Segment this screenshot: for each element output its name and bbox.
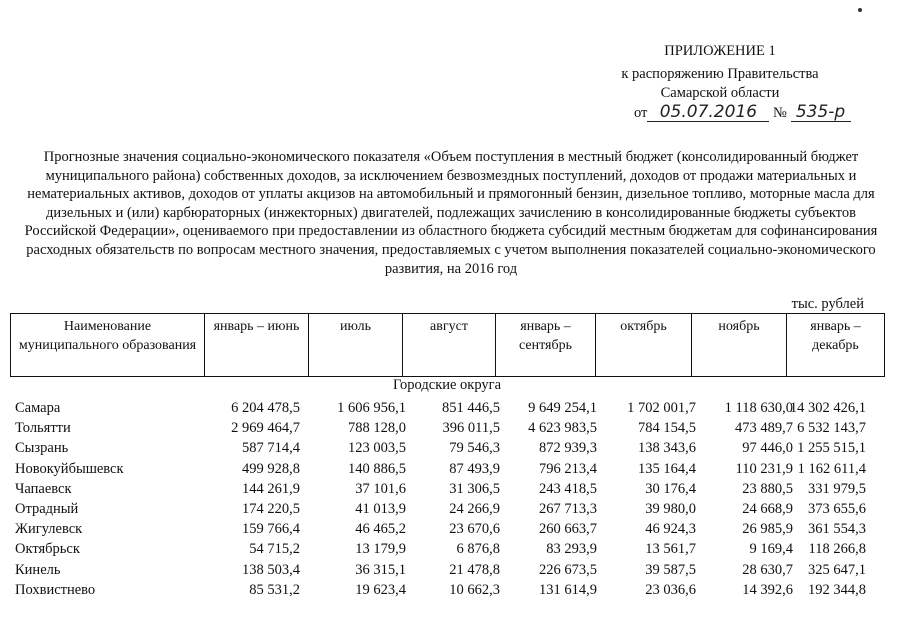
cell-aug: 23 670,6 bbox=[449, 521, 500, 538]
document-title: Прогнозные значения социально-экономического показателя «Объем поступления в местный бюджет (консолидированный бюджет муниципального района) собственных доходов, за исключением безвозмездных поступлений, доходов от продажи материальных и нематериальных активов, доходов от уплаты акцизов на автомобильный и прямогонный бензин, дизельное топливо, моторные масла для дизельных и (или) карбюраторных (инжекторных) двигателей, подлежащих зачислению в консолидированные бюджеты субъектов Российской Федерации», оцениваемого при предоставлении из областного бюджета субсидий местным бюджетам для софинансирования расходных обязательств по вопросам местного значения, предоставляемых с учетом выполнения показателей социально-экономического развития, на 2016 год bbox=[24, 149, 878, 277]
cell-nov: 24 668,9 bbox=[742, 500, 793, 517]
cell-jan-jun: 6 204 478,5 bbox=[231, 400, 300, 416]
units-label: тыс. рублей bbox=[791, 296, 864, 312]
cell-nov: 97 446,0 bbox=[742, 440, 793, 457]
row-name: Жигулевск bbox=[15, 521, 83, 538]
header-name: Наименование муниципального образования bbox=[11, 314, 205, 377]
row-name: Сызрань bbox=[15, 440, 69, 457]
cell-jul: 140 886,5 bbox=[348, 460, 406, 477]
cell-nov: 110 231,9 bbox=[735, 460, 793, 477]
appendix-line-3: Самарской области bbox=[660, 85, 780, 101]
cell-jan-sep: 226 673,5 bbox=[539, 561, 597, 578]
cell-jan-dec: 1 255 515,1 bbox=[797, 440, 866, 457]
cell-jul: 1 606 956,1 bbox=[337, 400, 406, 416]
appendix-line-2: к распоряжению Правительства bbox=[621, 66, 819, 82]
cell-jan-sep: 4 623 983,5 bbox=[528, 420, 597, 437]
cell-jan-sep: 260 663,7 bbox=[539, 521, 597, 538]
cell-jan-dec: 14 302 426,1 bbox=[789, 400, 866, 416]
cell-jan-sep: 83 293,9 bbox=[546, 541, 597, 558]
cell-aug: 396 011,5 bbox=[442, 420, 500, 437]
header-jul: июль bbox=[309, 314, 403, 377]
order-reference bbox=[634, 104, 851, 123]
cell-oct: 135 164,4 bbox=[638, 460, 696, 477]
table-row bbox=[10, 519, 884, 539]
cell-jan-jun: 138 503,4 bbox=[242, 561, 300, 578]
cell-jan-jun: 499 928,8 bbox=[242, 460, 300, 477]
row-name: Тольятти bbox=[15, 420, 71, 437]
cell-oct: 13 561,7 bbox=[645, 541, 696, 558]
cell-oct: 784 154,5 bbox=[638, 420, 696, 437]
cell-aug: 10 662,3 bbox=[449, 581, 500, 598]
cell-jan-sep: 267 713,3 bbox=[539, 500, 597, 517]
appendix-title: ПРИЛОЖЕНИЕ 1 bbox=[664, 43, 776, 59]
header-jan-jun: январь – июнь bbox=[205, 314, 309, 377]
cell-nov: 23 880,5 bbox=[742, 480, 793, 497]
row-name: Отрадный bbox=[15, 500, 79, 517]
cell-aug: 851 446,5 bbox=[442, 400, 500, 416]
cell-aug: 79 546,3 bbox=[449, 440, 500, 457]
cell-oct: 46 924,3 bbox=[645, 521, 696, 538]
cell-jan-jun: 2 969 464,7 bbox=[231, 420, 300, 437]
cell-jan-sep: 872 939,3 bbox=[539, 440, 597, 457]
cell-nov: 14 392,6 bbox=[742, 581, 793, 598]
table-row bbox=[10, 539, 884, 559]
cell-nov: 28 630,7 bbox=[742, 561, 793, 578]
cell-aug: 31 306,5 bbox=[449, 480, 500, 497]
cell-jan-dec: 361 554,3 bbox=[808, 521, 866, 538]
row-name: Октябрьск bbox=[15, 541, 80, 558]
table-row bbox=[10, 479, 884, 499]
table-header bbox=[10, 313, 885, 377]
cell-oct: 30 176,4 bbox=[645, 480, 696, 497]
cell-jul: 46 465,2 bbox=[355, 521, 406, 538]
header-jan-sep: январь – сентябрь bbox=[496, 314, 596, 377]
cell-jan-dec: 325 647,1 bbox=[808, 561, 866, 578]
cell-oct: 138 343,6 bbox=[638, 440, 696, 457]
cell-aug: 6 876,8 bbox=[456, 541, 500, 558]
handwritten-date: 05.07.2016 bbox=[647, 104, 769, 122]
cell-jul: 37 101,6 bbox=[355, 480, 406, 497]
cell-jan-dec: 192 344,8 bbox=[808, 581, 866, 598]
cell-oct: 39 980,0 bbox=[645, 500, 696, 517]
cell-nov: 473 489,7 bbox=[735, 420, 793, 437]
cell-oct: 1 702 001,7 bbox=[627, 400, 696, 416]
cell-nov: 1 118 630,0 bbox=[724, 400, 793, 416]
header-oct: октябрь bbox=[596, 314, 692, 377]
row-name: Кинель bbox=[15, 561, 61, 578]
cell-nov: 9 169,4 bbox=[749, 541, 793, 558]
cell-jul: 123 003,5 bbox=[348, 440, 406, 457]
table-row bbox=[10, 499, 884, 519]
cell-jan-sep: 9 649 254,1 bbox=[528, 400, 597, 416]
cell-jul: 41 013,9 bbox=[355, 500, 406, 517]
cell-aug: 87 493,9 bbox=[449, 460, 500, 477]
cell-jan-sep: 131 614,9 bbox=[539, 581, 597, 598]
table-row bbox=[10, 418, 884, 438]
cell-jan-sep: 796 213,4 bbox=[539, 460, 597, 477]
cell-jul: 788 128,0 bbox=[348, 420, 406, 437]
table-row bbox=[10, 459, 884, 479]
table-row bbox=[10, 398, 884, 418]
row-name: Чапаевск bbox=[15, 480, 72, 497]
cell-jan-jun: 54 715,2 bbox=[249, 541, 300, 558]
cell-jan-dec: 6 532 143,7 bbox=[797, 420, 866, 437]
scan-dot bbox=[858, 8, 862, 12]
cell-jan-jun: 159 766,4 bbox=[242, 521, 300, 538]
header-aug: август bbox=[403, 314, 496, 377]
table-row bbox=[10, 438, 884, 458]
row-name: Похвистнево bbox=[15, 581, 96, 598]
cell-jan-dec: 373 655,6 bbox=[808, 500, 866, 517]
row-name: Новокуйбышевск bbox=[15, 460, 124, 477]
cell-jan-jun: 144 261,9 bbox=[242, 480, 300, 497]
table-body bbox=[10, 398, 884, 600]
cell-jan-jun: 587 714,4 bbox=[242, 440, 300, 457]
cell-jan-jun: 174 220,5 bbox=[242, 500, 300, 517]
number-label: № bbox=[773, 105, 787, 121]
cell-aug: 21 478,8 bbox=[449, 561, 500, 578]
header-nov: ноябрь bbox=[692, 314, 787, 377]
section-title: Городские округа bbox=[392, 377, 502, 393]
cell-oct: 23 036,6 bbox=[645, 581, 696, 598]
cell-oct: 39 587,5 bbox=[645, 561, 696, 578]
cell-jan-dec: 1 162 611,4 bbox=[797, 460, 866, 477]
row-name: Самара bbox=[15, 400, 61, 416]
cell-jul: 36 315,1 bbox=[355, 561, 406, 578]
cell-jan-dec: 118 266,8 bbox=[808, 541, 866, 558]
cell-nov: 26 985,9 bbox=[742, 521, 793, 538]
from-label: от bbox=[634, 105, 648, 121]
cell-jul: 19 623,4 bbox=[355, 581, 406, 598]
cell-jan-dec: 331 979,5 bbox=[808, 480, 866, 497]
header-jan-dec: январь – декабрь bbox=[787, 314, 885, 377]
handwritten-number: 535-р bbox=[791, 104, 851, 122]
cell-aug: 24 266,9 bbox=[449, 500, 500, 517]
cell-jul: 13 179,9 bbox=[355, 541, 406, 558]
cell-jan-jun: 85 531,2 bbox=[249, 581, 300, 598]
cell-jan-sep: 243 418,5 bbox=[539, 480, 597, 497]
table-row bbox=[10, 560, 884, 580]
table-row bbox=[10, 580, 884, 600]
